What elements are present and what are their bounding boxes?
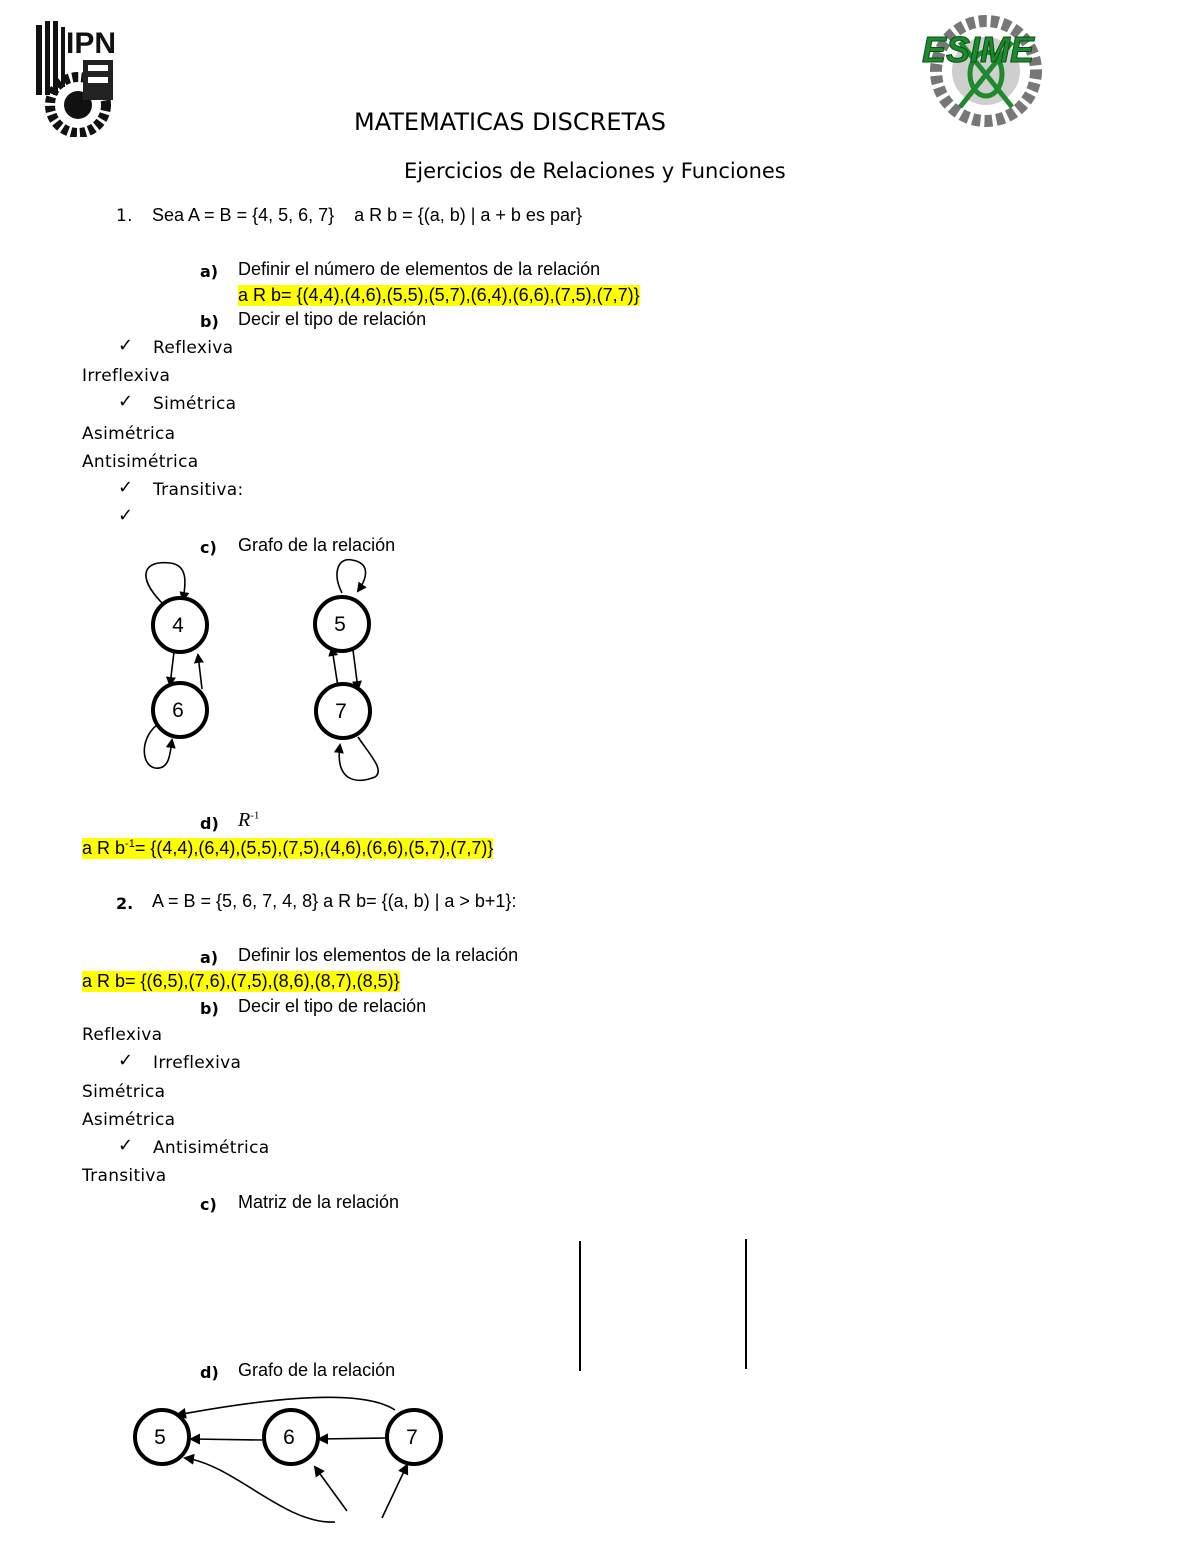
ex1-b-label: b) [200,312,219,331]
relation-type: Antisimétrica [82,452,199,472]
esime-logo-text: ESIME [922,29,1035,70]
ex2-a-text: Definir los elementos de la relación [238,945,519,965]
graph-node-label: 6 [283,1426,295,1449]
ex1-d-answer-sup: -1 [125,838,135,850]
relation-type: Antisimétrica [153,1138,270,1158]
edge-7-7 [339,737,378,780]
edge-5-5 [337,560,366,593]
edge-5-7 [353,650,358,689]
edge-6-5 [191,1439,262,1440]
relation-type: Simétrica [82,1082,166,1102]
ex1-d-label: d) [200,814,219,833]
check-icon: ✓ [118,1050,134,1071]
graph-node-label: 5 [334,613,346,636]
check-icon: ✓ [118,505,134,526]
ex2-a-label: a) [200,948,219,967]
ipn-logo [28,15,124,137]
inverse-symbol-letter: R [238,809,251,831]
edge-7-6 [319,1438,385,1439]
ex1-d-answer-pre: a R b [82,838,126,858]
edge-7-5 [332,648,338,687]
relation-type: Irreflexiva [82,366,171,386]
page-title: MATEMATICAS DISCRETAS [354,108,666,136]
ex2-a-answer: a R b= {(6,5),(7,6),(7,5),(8,6),(8,7),(8,5)} [82,971,400,991]
check-icon: ✓ [118,391,134,412]
esime-logo [920,12,1055,130]
matrix-left-bracket [579,1241,581,1371]
exercise-2-number: 2. [116,894,134,913]
exercise-2-statement: A = B = {5, 6, 7, 4, 8} a R b= {(a, b) | a > b+1}: [152,891,517,911]
graph-node-label: 4 [172,614,184,637]
graph-node-label: 7 [406,1426,418,1449]
inverse-symbol-sup: -1 [250,809,260,822]
graph-node-label: 7 [335,700,347,723]
exercise-1-statement: Sea A = B = {4, 5, 6, 7} a R b = {(a, b) | a + b es par} [152,205,582,225]
relation-type: Transitiva [82,1166,167,1186]
ex1-c-text: Grafo de la relación [238,535,396,555]
edge-8-5 [185,1458,335,1522]
graph-node-label: 6 [172,699,184,722]
ex2-c-label: c) [200,1195,217,1214]
ex2-c-text: Matriz de la relación [238,1192,400,1212]
ex2-d-label: d) [200,1363,219,1382]
ex2-d-text: Grafo de la relación [238,1360,396,1380]
check-icon: ✓ [118,1135,134,1156]
ex1-a-answer: a R b= {(4,4),(4,6),(5,5),(5,7),(6,4),(6,6),(7,5),(7,7)} [238,285,640,305]
relation-graph-1 [130,555,400,790]
ex1-d-answer-post: = {(4,4),(6,4),(5,5),(7,5),(4,6),(6,6),(5,7),(7,7)} [134,838,494,858]
edge-6-4 [198,655,202,689]
check-icon: ✓ [118,477,134,498]
ex1-b-text: Decir el tipo de relación [238,309,427,329]
relation-type: Simétrica [153,394,237,414]
graph-node-label: 5 [154,1426,166,1449]
edge-8-6 [315,1467,347,1511]
page-subtitle: Ejercicios de Relaciones y Funciones [404,159,786,183]
relation-type: Transitiva: [153,480,244,500]
ex2-b-label: b) [200,999,219,1018]
ex1-a-text: Definir el número de elementos de la relación [238,259,601,279]
matrix-right-bracket [745,1239,747,1369]
relation-type: Asimétrica [82,424,176,444]
relation-graph-2 [125,1385,455,1530]
edge-8-7 [382,1465,407,1518]
ex1-d-answer [82,838,493,859]
inverse-relation-symbol [238,809,259,832]
exercise-1-number: 1. [116,206,133,226]
ex1-c-label: c) [200,538,217,557]
relation-type: Irreflexiva [153,1053,242,1073]
ex2-b-text: Decir el tipo de relación [238,996,427,1016]
edge-4-6 [170,652,174,685]
relation-type: Asimétrica [82,1110,176,1130]
relation-type: Reflexiva [153,338,234,358]
svg-text:IPN: IPN [66,27,117,60]
ex1-a-label: a) [200,262,219,281]
relation-type: Reflexiva [82,1025,163,1045]
check-icon: ✓ [118,335,134,356]
